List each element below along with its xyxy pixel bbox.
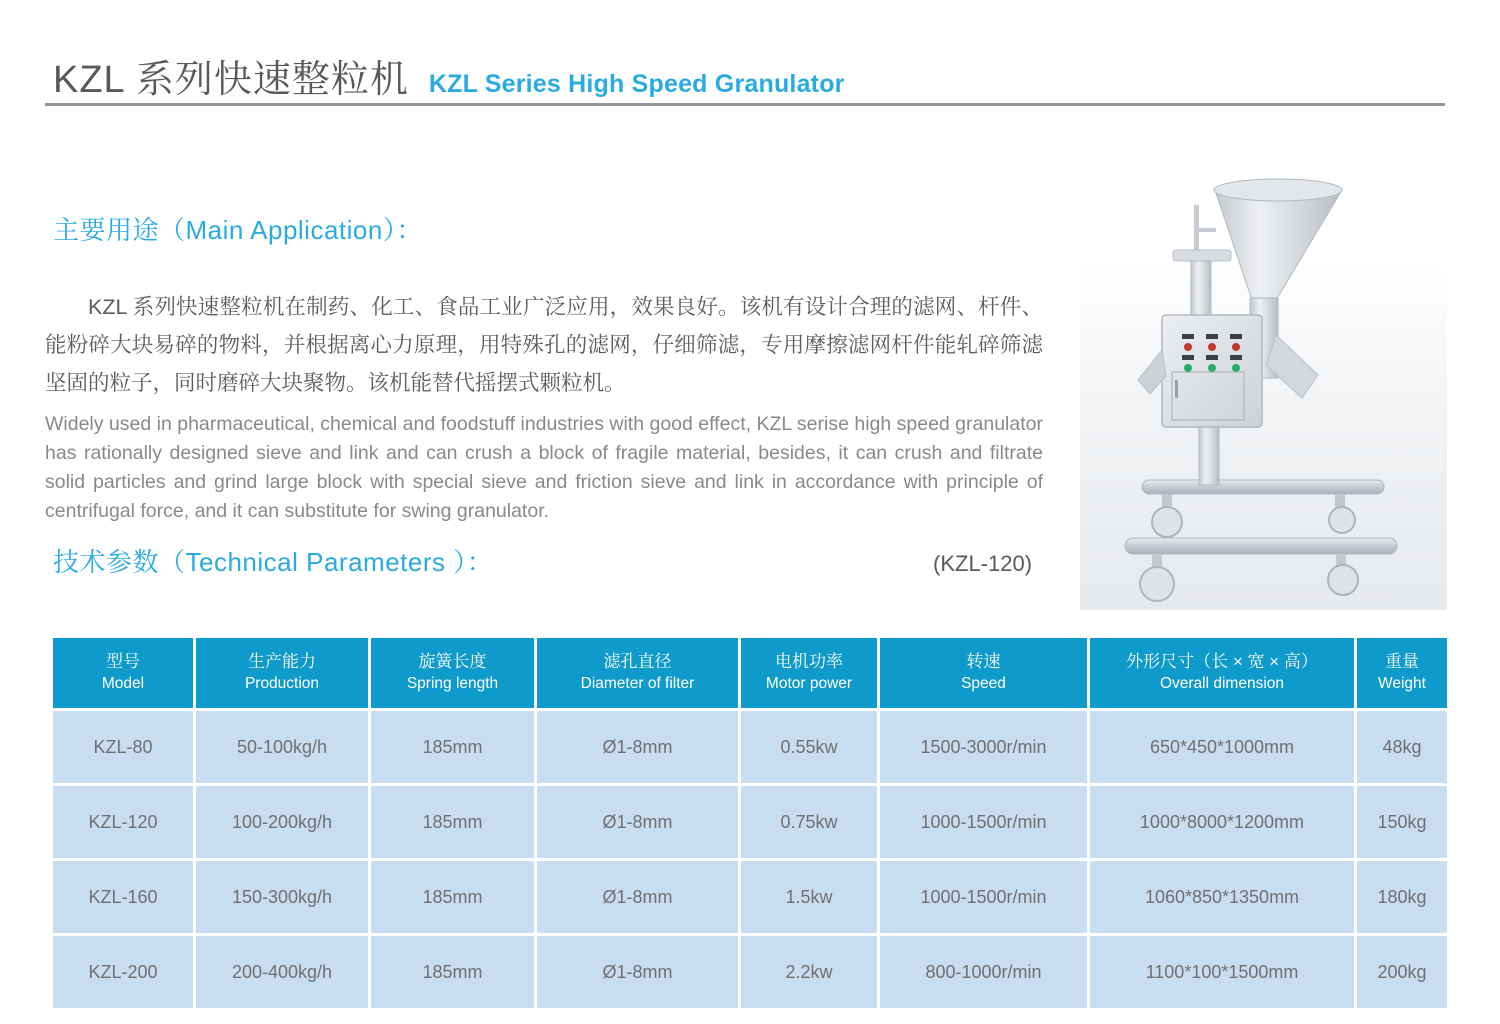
column-header-cn: 重量 <box>1385 652 1419 672</box>
green-indicator-light <box>1208 364 1216 372</box>
cell-kzl-160-motor-power: 1.5kw <box>741 861 877 933</box>
column-header-en: Motor power <box>765 675 853 692</box>
column-header-cn: 旋簧长度 <box>418 652 487 672</box>
red-indicator-light <box>1232 343 1240 351</box>
section-heading-main-application: 主要用途（Main Application）： <box>53 215 423 245</box>
column-header-weight <box>1357 638 1447 708</box>
column-header-production <box>196 638 368 708</box>
column-header-motor-power <box>741 638 877 708</box>
column-header-cn: 生产能力 <box>248 652 316 672</box>
column-header-filter-diameter <box>537 638 738 708</box>
caster-wheel <box>1329 507 1355 533</box>
column-header-cn: 滤孔直径 <box>603 652 672 672</box>
cell-kzl-200-filter-diameter: Ø1-8mm <box>537 936 738 1008</box>
cell-kzl-200-spring-length: 185mm <box>371 936 534 1008</box>
cell-kzl-160-model: KZL-160 <box>53 861 193 933</box>
cell-kzl-80-filter-diameter: Ø1-8mm <box>537 711 738 783</box>
main-application-paragraph-english: Widely used in pharmaceutical, chemical and foodstuff industries with good effect, KZL serise high speed granulator has rationally designed sieve and link and can crush a block of fragile material, besides, it can crush and filtrate solid particles and grind large block with special sieve and friction sieve and link in accordance with principle of centrifugal force, and it can substitute for swing granulator. <box>45 413 1043 522</box>
product-image <box>1080 150 1447 610</box>
green-indicator-light <box>1184 364 1192 372</box>
cell-kzl-80-speed: 1500-3000r/min <box>880 711 1087 783</box>
cell-kzl-80-motor-power: 0.55kw <box>741 711 877 783</box>
column-header-en: Speed <box>961 675 1006 692</box>
column-header-cn: 型号 <box>106 652 140 672</box>
cell-kzl-160-production: 150-300kg/h <box>196 861 368 933</box>
caster-wheel <box>1140 567 1174 601</box>
column-header-en: Overall dimension <box>1159 675 1285 692</box>
column-header-cn: 电机功率 <box>775 652 843 672</box>
main-application-paragraph-chinese: KZL 系列快速整粒机在制药、化工、食品工业广泛应用，效果良好。该机有设计合理的滤网、杆件、能粉碎大块易碎的物料，并根据离心力原理，用特殊孔的滤网，仔细筛滤，专用摩擦滤网杆件能轧碎筛滤坚固的粒子，同时磨碎大块聚物。该机能替代摇摆式颗粒机。 <box>45 295 1043 395</box>
cell-kzl-160-spring-length: 185mm <box>371 861 534 933</box>
cell-kzl-80-production: 50-100kg/h <box>196 711 368 783</box>
page-title-chinese: KZL 系列快速整粒机 <box>53 59 409 101</box>
column-header-en: Model <box>101 675 145 692</box>
cell-kzl-160-speed: 1000-1500r/min <box>880 861 1087 933</box>
cell-kzl-120-production: 100-200kg/h <box>196 786 368 858</box>
cell-kzl-200-weight: 200kg <box>1357 936 1447 1008</box>
caster-wheel <box>1152 507 1182 537</box>
cell-kzl-120-filter-diameter: Ø1-8mm <box>537 786 738 858</box>
column-header-dimension <box>1090 638 1354 708</box>
column-header-cn: 转速 <box>966 652 1001 672</box>
caster-wheel <box>1328 565 1358 595</box>
column-header-speed <box>880 638 1087 708</box>
cell-kzl-120-spring-length: 185mm <box>371 786 534 858</box>
column-header-cn: 外形尺寸（长 × 宽 × 高） <box>1126 652 1318 672</box>
cell-kzl-200-speed: 800-1000r/min <box>880 936 1087 1008</box>
red-indicator-light <box>1208 343 1216 351</box>
cell-kzl-80-dimension: 650*450*1000mm <box>1090 711 1354 783</box>
column-header-en: Production <box>244 675 320 692</box>
cell-kzl-120-weight: 150kg <box>1357 786 1447 858</box>
cell-kzl-160-dimension: 1060*850*1350mm <box>1090 861 1354 933</box>
column-header-spring-length <box>371 638 534 708</box>
cell-kzl-200-model: KZL-200 <box>53 936 193 1008</box>
technical-parameters-table <box>53 638 1447 1008</box>
cell-kzl-200-dimension: 1100*100*1500mm <box>1090 936 1354 1008</box>
door-handle <box>1175 380 1178 398</box>
machine-column <box>1199 425 1219 485</box>
title-divider-rule <box>45 103 1445 106</box>
granulator-machine-illustration <box>1080 150 1447 610</box>
cell-kzl-120-motor-power: 0.75kw <box>741 786 877 858</box>
cell-kzl-200-motor-power: 2.2kw <box>741 936 877 1008</box>
green-indicator-light <box>1232 364 1240 372</box>
column-header-en: Diameter of filter <box>580 675 695 692</box>
cell-kzl-160-filter-diameter: Ø1-8mm <box>537 861 738 933</box>
column-header-en: Spring length <box>406 675 499 692</box>
column-header-en: Weight <box>1378 675 1426 692</box>
cell-kzl-200-production: 200-400kg/h <box>196 936 368 1008</box>
product-image-caption: (KZL-120) <box>933 551 1033 576</box>
page-title-english: KZL Series High Speed Granulator <box>428 70 845 98</box>
page-title <box>53 48 845 103</box>
cell-kzl-120-model: KZL-120 <box>53 786 193 858</box>
cell-kzl-120-dimension: 1000*8000*1200mm <box>1090 786 1354 858</box>
cell-kzl-80-model: KZL-80 <box>53 711 193 783</box>
cell-kzl-80-spring-length: 185mm <box>371 711 534 783</box>
red-indicator-light <box>1184 343 1192 351</box>
cell-kzl-160-weight: 180kg <box>1357 861 1447 933</box>
section-heading-technical-parameters: 技术参数（Technical Parameters ）： <box>53 547 494 577</box>
cell-kzl-80-weight: 48kg <box>1357 711 1447 783</box>
cell-kzl-120-speed: 1000-1500r/min <box>880 786 1087 858</box>
column-header-model <box>53 638 193 708</box>
